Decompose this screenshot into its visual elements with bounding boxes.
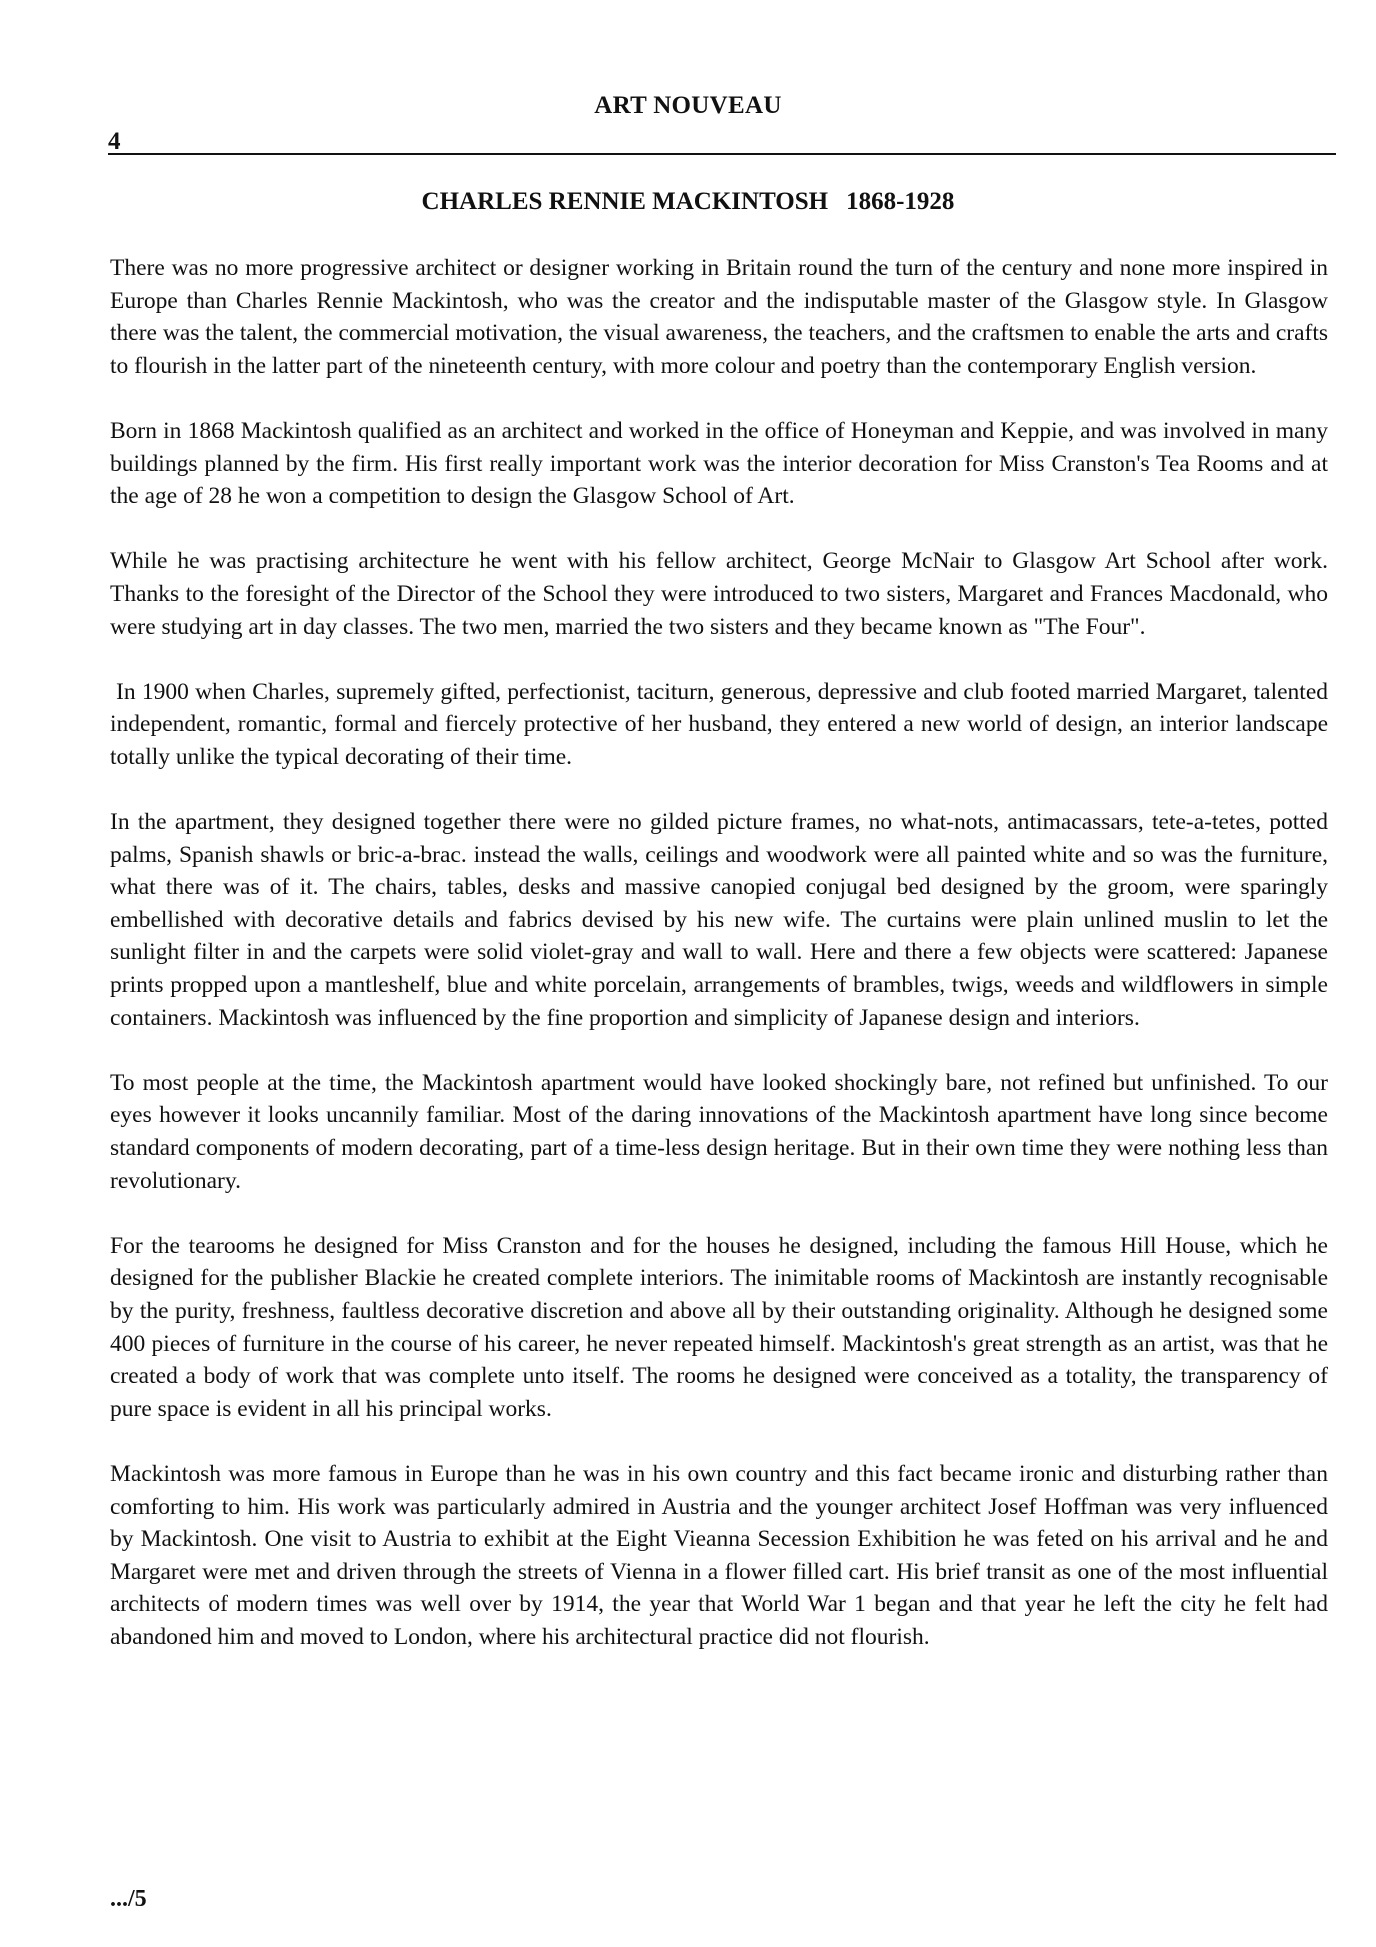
page-number: 4 — [108, 128, 121, 155]
header-rule — [108, 153, 1336, 155]
paragraph: While he was practising architecture he went with his fellow architect, George McNair to Glasgow Art School after work. Thanks to the foresight of the Director of the School they were introduced to two sisters, Margaret and Frances Macdonald, who were studying art in day classes. The two men, married the two sisters and they became known as "The Four". — [110, 548, 1328, 640]
article-title-name: CHARLES RENNIE MACKINTOSH — [421, 188, 829, 215]
paragraph: Mackintosh was more famous in Europe than he was in his own country and this fact became ironic and disturbing rather than comforting to him. His work was particularly admired in Austria and the younger architect Josef Hoffman was very influenced by Mackintosh. One visit to Austria to exhibit at the Eight Vieanna Secession Exhibition he was feted on his arrival and he and Margaret were met and driven through the streets of Vienna in a flower filled cart. His brief transit as one of the most influential architects of modern times was well over by 1914, the year that World War 1 began and that year he left the city he felt had abandoned him and moved to London, where his architectural practice did not flourish. — [110, 1460, 1328, 1650]
continued-marker: .../5 — [110, 1886, 147, 1912]
paragraph: In the apartment, they designed together there were no gilded picture frames, no what-nots, antimacassars, tete-a-tetes, potted palms, Spanish shawls or bric-a-brac. instead the walls, ceilings and woodwork were all painted white and so was the furniture, what there was of it. The chairs, tables, desks and massive canopied conjugal bed designed by the groom, were sparingly embellished with decorative details and fabrics devised by his new wife. The curtains were plain unlined muslin to let the sunlight filter in and the carpets were solid violet-gray and wall to wall. Here and there a few objects were scattered: Japanese prints propped upon a mantleshelf, blue and white porcelain, arrangements of brambles, twigs, weeds and wildflowers in simple containers. Mackintosh was influenced by the fine proportion and simplicity of Japanese design and interiors. — [110, 809, 1328, 1031]
running-title: ART NOUVEAU — [594, 92, 782, 119]
paragraph: For the tearooms he designed for Miss Cranston and for the houses he designed, including the famous Hill House, which he designed for the publisher Blackie he created complete interiors. The inimitable rooms of Mackintosh are instantly recognisable by the purity, freshness, faultless decorative discretion and above all by their outstanding originality. Although he designed some 400 pieces of furniture in the course of his career, he never repeated himself. Mackintosh's great strength as an artist, was that he created a body of work that was complete unto itself. The rooms he designed were conceived as a totality, the transparency of pure space is evident in all his principal works. — [110, 1232, 1328, 1422]
paragraph: Born in 1868 Mackintosh qualified as an architect and worked in the office of Honeyman and Keppie, and was involved in many buildings planned by the firm. His first really important work was the interior decoration for Miss Cranston's Tea Rooms and at the age of 28 he won a competition to design the Glasgow School of Art. — [110, 417, 1328, 510]
article-body — [110, 252, 1328, 1686]
paragraph: To most people at the time, the Mackintosh apartment would have looked shockingly bare, not refined but unfinished. To our eyes however it looks uncannily familiar. Most of the daring innovations of the Mackintosh apartment have long since become standard components of modern decorating, part of a time-less design heritage. But in their own time they were nothing less than revolutionary. — [110, 1069, 1328, 1194]
paragraph: There was no more progressive architect or designer working in Britain round the turn of the century and none more inspired in Europe than Charles Rennie Mackintosh, who was the creator and the indisputable master of the Glasgow style. In Glasgow there was the talent, the commercial motivation, the visual awareness, the teachers, and the craftsmen to enable the arts and crafts to flourish in the latter part of the nineteenth century, with more colour and poetry than the contemporary English version. — [110, 255, 1328, 379]
paragraph: In 1900 when Charles, supremely gifted, perfectionist, taciturn, generous, depressive and club footed married Margaret, talented independent, romantic, formal and fiercely protective of her husband, they entered a new world of design, an interior landscape totally unlike the typical decorating of their time. — [110, 678, 1328, 770]
article-title-dates: 1868-1928 — [846, 188, 955, 215]
article-title — [0, 188, 1376, 216]
